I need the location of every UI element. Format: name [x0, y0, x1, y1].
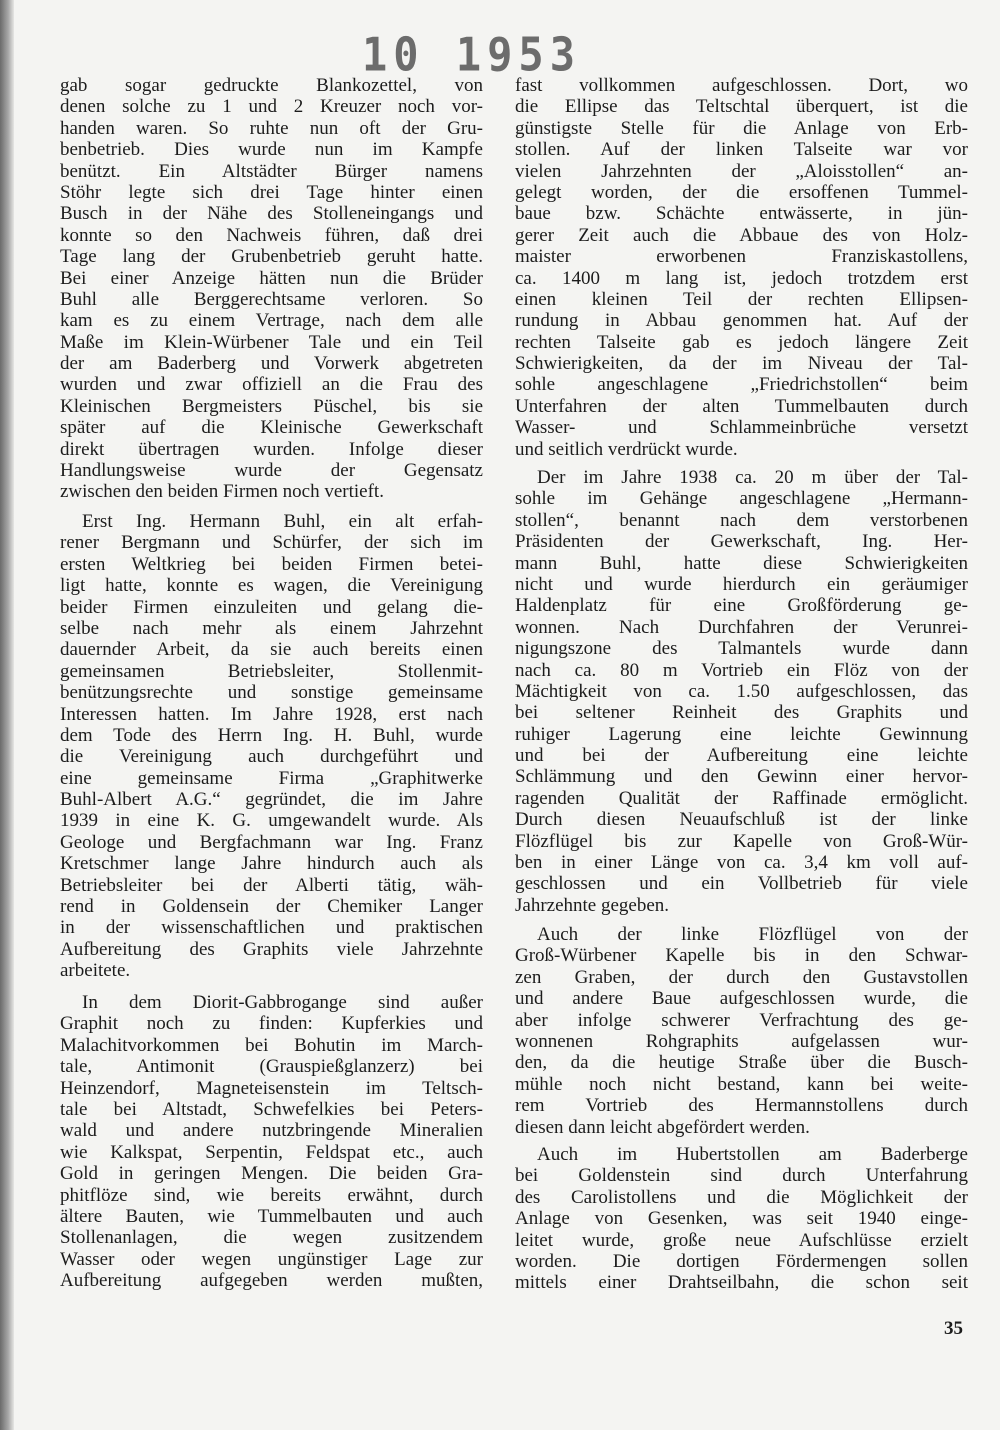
text-line: wonnen. Nach Durchfahren der Verunrei- — [515, 616, 968, 638]
text-line: In dem Diorit-Gabbrogange sind außer — [82, 992, 483, 1013]
text-line: 1939 in eine K. G. umgewandelt wurde. Als — [60, 810, 483, 832]
text-line: eine gemeinsame Firma „Graphitwerke — [60, 767, 483, 789]
text-line: selbe nach mehr als einem Jahrzehnt — [60, 617, 483, 639]
text-line: Auch der linke Flözflügel von der — [537, 924, 968, 945]
text-line: Mächtigkeit von ca. 1.50 aufgeschlossen, das — [515, 680, 968, 702]
text-line: Kretschmer lange Jahre hindurch auch als — [60, 853, 483, 875]
left-paragraph-2 — [60, 511, 483, 982]
text-line: ragenden Qualität der Raffinade ermöglicht. — [515, 787, 968, 809]
left-paragraph-1 — [60, 75, 483, 503]
text-line: Flözflügel bis zur Kapelle von Groß-Wür- — [515, 830, 968, 852]
text-line: mann Buhl, hatte diese Schwierigkeiten — [515, 552, 968, 574]
text-line: wurden und zwar offiziell an die Frau des — [60, 374, 483, 396]
text-line: wald und andere nutzbringende Mineralien — [60, 1120, 483, 1142]
text-line: konnte so den Nachweis führen, daß drei — [60, 224, 483, 246]
text-line: Durch diesen Neuaufschluß ist der linke — [515, 809, 968, 831]
text-line: Malachitvorkommen bei Bohutin im March- — [60, 1034, 483, 1056]
text-line: handen waren. So ruhte nun oft der Gru- — [60, 117, 483, 139]
text-line: zwischen den beiden Firmen noch vertieft. — [60, 481, 384, 503]
text-line: Jahrzehnte gegeben. — [515, 894, 670, 916]
text-line: tale bei Altstadt, Schwefelkies bei Peters- — [60, 1098, 483, 1120]
scan-edge-shadow — [0, 0, 14, 1430]
text-line: stollen“, benannt nach dem verstorbenen — [515, 509, 968, 531]
text-line: arbeitete. — [60, 960, 131, 982]
text-line: benützt. Ein Altstädter Bürger namens — [60, 160, 483, 182]
text-line: Maße im Klein-Würbener Tale und ein Teil — [60, 331, 483, 353]
text-line: Aufbereitung des Graphits viele Jahrzehnte — [60, 938, 483, 960]
text-line: Handlungsweise wurde der Gegensatz — [60, 460, 483, 482]
text-line: Kleinischen Bergmeisters Püschel, bis sie — [60, 395, 483, 417]
text-line: phitflöze sind, wie bereits erwähnt, durch — [60, 1184, 483, 1206]
text-line: Bei einer Anzeige hätten nun die Brüder — [60, 267, 483, 289]
text-line: vielen Jahrzehnten der „Aloisstollen“ an- — [515, 160, 968, 182]
text-line: der am Baderberg und Vorwerk abgetreten — [60, 353, 483, 375]
text-line: die Vereinigung auch durchgeführt und — [60, 746, 483, 768]
text-line: benbetrieb. Dies wurde nun im Kampfe — [60, 139, 483, 161]
text-line: denen solche zu 1 und 2 Kreuzer noch vor- — [60, 96, 483, 118]
text-line: gelegt worden, der die ersoffenen Tummel- — [515, 181, 968, 203]
right-paragraph-3 — [515, 924, 968, 1138]
text-line: und andere Baue aufgeschlossen wurde, die — [515, 988, 968, 1010]
text-line: Haldenplatz für eine Großförderung ge- — [515, 595, 968, 617]
text-line: wie Kalkspat, Serpentin, Feldspat etc., auch — [60, 1141, 483, 1163]
text-line: Heinzendorf, Magneteisenstein im Teltsch- — [60, 1077, 483, 1099]
text-line: mittels einer Drahtseilbahn, die schon seit — [515, 1272, 968, 1294]
text-line: ruhiger Lagerung eine leichte Gewinnung — [515, 723, 968, 745]
text-line: bei Goldenstein sind durch Unterfahrung — [515, 1165, 968, 1187]
text-line: Buhl-Albert A.G.“ gegründet, die im Jahre — [60, 789, 483, 811]
text-line: ben in einer Länge von ca. 3,4 km voll auf- — [515, 852, 968, 874]
text-line: und seitlich verdrückt wurde. — [515, 438, 738, 460]
text-line: Unterfahren der alten Tummelbauten durch — [515, 395, 968, 417]
text-line: baue bzw. Schächte entwässerte, in jün- — [515, 203, 968, 225]
text-line: Buhl alle Berggerechtsame verloren. So — [60, 288, 483, 310]
text-line: gab sogar gedruckte Blankozettel, von — [60, 75, 483, 96]
text-line: nicht und wurde hierdurch ein geräumiger — [515, 573, 968, 595]
text-line: worden. Die dortigen Fördermengen sollen — [515, 1250, 968, 1272]
text-line: in der wissenschaftlichen und praktischen — [60, 917, 483, 939]
text-line: rundung in Abbau genommen hat. Auf der — [515, 310, 968, 332]
text-line: rend in Goldensein der Chemiker Langer — [60, 896, 483, 918]
text-line: Stöhr legte sich drei Tage hinter einen — [60, 181, 483, 203]
text-line: kam es zu einem Vertrage, nach dem alle — [60, 310, 483, 332]
text-line: ligt hatte, konnte es wagen, die Vereinigung — [60, 575, 483, 597]
text-line: benützungsrechte und sonstige gemeinsame — [60, 682, 483, 704]
text-line: später auf die Kleinische Gewerkschaft — [60, 417, 483, 439]
text-line: mühle noch nicht bestand, kann bei weite- — [515, 1073, 968, 1095]
text-line: ersten Weltkrieg bei beiden Firmen betei- — [60, 553, 483, 575]
text-line: Präsidenten der Gewerkschaft, Ing. Her- — [515, 531, 968, 553]
text-line: Graphit noch zu finden: Kupferkies und — [60, 1013, 483, 1035]
text-line: gerer Zeit auch die Abbaue des von Holz- — [515, 224, 968, 246]
text-line: Wasser- und Schlammeinbrüche versetzt — [515, 417, 968, 439]
text-line: ca. 1400 m lang ist, jedoch trotzdem erst — [515, 267, 968, 289]
text-line: direkt übertragen wurden. Infolge dieser — [60, 438, 483, 460]
text-line: Auch im Hubertstollen am Baderberge — [537, 1144, 968, 1165]
text-line: leitet wurde, große neue Aufschlüsse erzielt — [515, 1229, 968, 1251]
right-paragraph-1 — [515, 75, 968, 460]
text-line: ältere Bauten, wie Tummelbauten und auch — [60, 1205, 483, 1227]
text-line: fast vollkommen aufgeschlossen. Dort, wo — [515, 75, 968, 96]
text-line: Aufbereitung aufgegeben werden mußten, — [60, 1270, 483, 1292]
text-line: aber infolge schwerer Verfrachtung des ge- — [515, 1009, 968, 1031]
text-line: Der im Jahre 1938 ca. 20 m über der Tal- — [537, 467, 968, 488]
text-line: Geologe und Bergfachmann war Ing. Franz — [60, 831, 483, 853]
text-line: rechten Talseite gab es jedoch längere Zeit — [515, 331, 968, 353]
text-line: sohle im Gehänge angeschlagene „Hermann- — [515, 488, 968, 510]
left-paragraph-3 — [60, 992, 483, 1291]
text-line: sohle angeschlagene „Friedrichstollen“ beim — [515, 374, 968, 396]
text-line: des Carolistollens und die Möglichkeit der — [515, 1186, 968, 1208]
text-line: Erst Ing. Hermann Buhl, ein alt erfah- — [82, 511, 483, 532]
text-line: Wasser oder wegen ungünstiger Lage zur — [60, 1248, 483, 1270]
text-line: wonnenen Rohgraphits aufgelassen wur- — [515, 1030, 968, 1052]
date-stamp: 10 1953 — [362, 27, 582, 82]
text-line: Betriebsleiter bei der Alberti tätig, wäh- — [60, 874, 483, 896]
text-line: die Ellipse das Teltschtal überquert, ist die — [515, 96, 968, 118]
text-line: rem Vortrieb des Hermannstollens durch — [515, 1095, 968, 1117]
text-line: Gold in geringen Mengen. Die beiden Gra- — [60, 1163, 483, 1185]
text-line: einen kleinen Teil der rechten Ellipsen- — [515, 288, 968, 310]
text-line: dem Tode des Herrn Ing. H. Buhl, wurde — [60, 724, 483, 746]
text-line: günstigste Stelle für die Anlage von Erb- — [515, 117, 968, 139]
text-line: zen Graben, der durch den Gustavstollen — [515, 966, 968, 988]
text-line: beider Firmen einzuleiten und gelang die- — [60, 596, 483, 618]
text-line: rener Bergmann und Schürfer, der sich im — [60, 532, 483, 554]
text-line: maister erworbenen Franziskastollens, — [515, 246, 968, 268]
text-line: nigungszone des Talmantels wurde dann — [515, 638, 968, 660]
text-line: Schlämmung und den Gewinn einer hervor- — [515, 766, 968, 788]
right-paragraph-4 — [515, 1144, 968, 1294]
text-line: Groß-Würbener Kapelle bis in den Schwar- — [515, 945, 968, 967]
text-line: stollen. Auf der linken Talseite war vor — [515, 139, 968, 161]
text-line: Stollenanlagen, die wegen zusitzendem — [60, 1227, 483, 1249]
text-line: geschlossen und ein Vollbetrieb für viele — [515, 873, 968, 895]
text-line: nach ca. 80 m Vortrieb ein Flöz von der — [515, 659, 968, 681]
text-line: Schwierigkeiten, da der im Niveau der Tal- — [515, 353, 968, 375]
page-number: 35 — [944, 1318, 963, 1339]
text-line: Interessen hatten. Im Jahre 1928, erst nach — [60, 703, 483, 725]
text-line: Anlage von Gesenken, was seit 1940 einge- — [515, 1208, 968, 1230]
text-line: Busch in der Nähe des Stolleneingangs und — [60, 203, 483, 225]
text-line: Tage lang der Grubenbetrieb geruht hatte. — [60, 246, 483, 268]
text-line: den, da die heutige Straße über die Busch- — [515, 1052, 968, 1074]
text-line: und bei der Aufbereitung eine leichte — [515, 745, 968, 767]
text-line: dauernder Arbeit, da sie auch bereits einen — [60, 639, 483, 661]
text-line: tale, Antimonit (Grauspießglanzerz) bei — [60, 1056, 483, 1078]
text-line: diesen dann leicht abgefördert werden. — [515, 1116, 810, 1138]
right-paragraph-2 — [515, 467, 968, 916]
text-line: bei seltener Reinheit des Graphits und — [515, 702, 968, 724]
text-line: gemeinsamen Betriebsleiter, Stollenmit- — [60, 660, 483, 682]
